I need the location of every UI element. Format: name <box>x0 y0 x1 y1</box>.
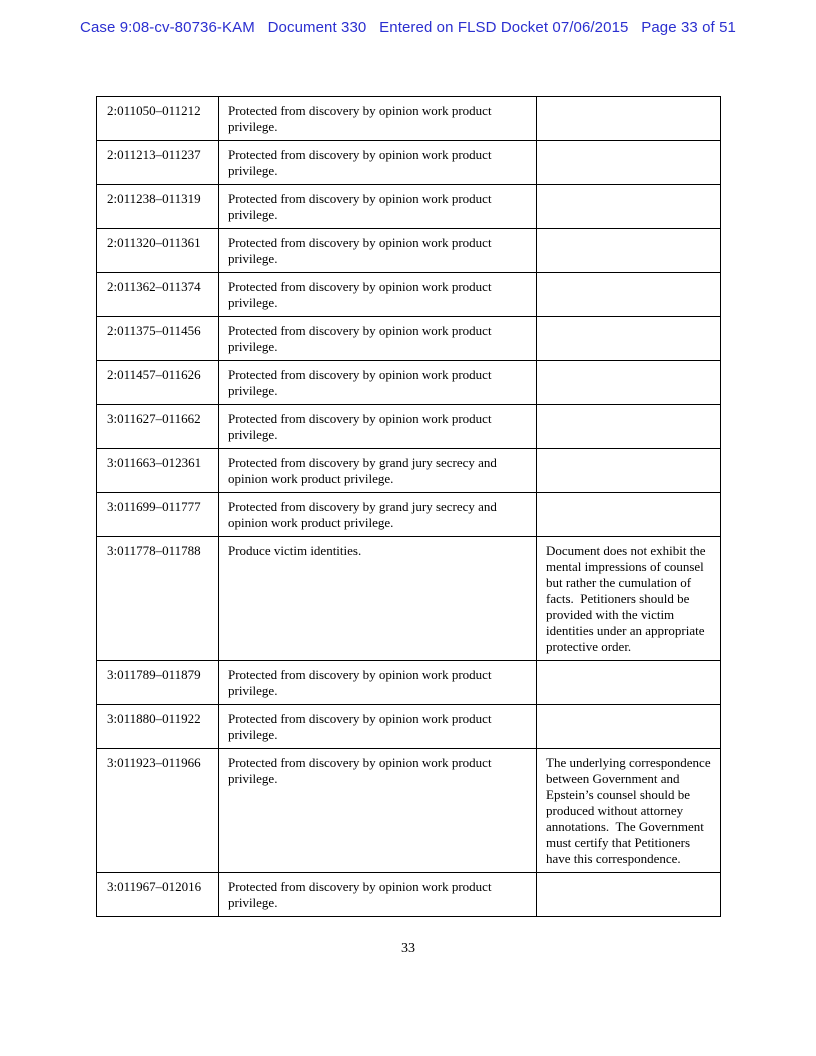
comment-cell <box>537 405 721 449</box>
bates-range-cell: 3:011967–012016 <box>97 873 219 917</box>
bates-range-cell: 3:011627–011662 <box>97 405 219 449</box>
comment-cell <box>537 229 721 273</box>
comment-cell <box>537 317 721 361</box>
bates-range-cell: 3:011923–011966 <box>97 749 219 873</box>
table-row <box>97 873 721 917</box>
bates-range-cell: 2:011050–011212 <box>97 97 219 141</box>
comment-cell <box>537 361 721 405</box>
table-row <box>97 449 721 493</box>
privilege-log-table <box>96 96 721 917</box>
bates-range-cell: 3:011789–011879 <box>97 661 219 705</box>
table-row <box>97 273 721 317</box>
privilege-cell: Protected from discovery by opinion work product privilege. <box>219 273 537 317</box>
comment-cell <box>537 273 721 317</box>
table-row <box>97 405 721 449</box>
comment-cell: Document does not exhibit the mental impressions of counsel but rather the cumulation of facts. Petitioners should be provided with the victim identities under an appropriate protective order. <box>537 537 721 661</box>
comment-cell <box>537 705 721 749</box>
privilege-cell: Protected from discovery by grand jury secrecy and opinion work product privilege. <box>219 493 537 537</box>
table-row <box>97 141 721 185</box>
comment-cell <box>537 449 721 493</box>
privilege-cell: Protected from discovery by opinion work product privilege. <box>219 873 537 917</box>
table-row <box>97 229 721 273</box>
table-row <box>97 749 721 873</box>
comment-cell <box>537 141 721 185</box>
comment-cell <box>537 493 721 537</box>
comment-cell <box>537 185 721 229</box>
comment-cell <box>537 873 721 917</box>
privilege-cell: Protected from discovery by opinion work product privilege. <box>219 185 537 229</box>
privilege-cell: Protected from discovery by grand jury secrecy and opinion work product privilege. <box>219 449 537 493</box>
bates-range-cell: 3:011880–011922 <box>97 705 219 749</box>
privilege-cell: Protected from discovery by opinion work product privilege. <box>219 97 537 141</box>
bates-range-cell: 2:011238–011319 <box>97 185 219 229</box>
bates-range-cell: 2:011320–011361 <box>97 229 219 273</box>
privilege-cell: Protected from discovery by opinion work product privilege. <box>219 317 537 361</box>
privilege-cell: Protected from discovery by opinion work product privilege. <box>219 749 537 873</box>
privilege-cell: Produce victim identities. <box>219 537 537 661</box>
table-row <box>97 537 721 661</box>
bates-range-cell: 2:011375–011456 <box>97 317 219 361</box>
privilege-cell: Protected from discovery by opinion work product privilege. <box>219 141 537 185</box>
table-row <box>97 97 721 141</box>
privilege-cell: Protected from discovery by opinion work product privilege. <box>219 661 537 705</box>
table-row <box>97 493 721 537</box>
page-number: 33 <box>401 941 415 956</box>
table-row <box>97 661 721 705</box>
privilege-cell: Protected from discovery by opinion work product privilege. <box>219 361 537 405</box>
table-row <box>97 185 721 229</box>
bates-range-cell: 2:011213–011237 <box>97 141 219 185</box>
comment-cell <box>537 661 721 705</box>
bates-range-cell: 2:011457–011626 <box>97 361 219 405</box>
comment-cell <box>537 97 721 141</box>
table-row <box>97 317 721 361</box>
bates-range-cell: 3:011778–011788 <box>97 537 219 661</box>
bates-range-cell: 2:011362–011374 <box>97 273 219 317</box>
bates-range-cell: 3:011699–011777 <box>97 493 219 537</box>
table-row <box>97 361 721 405</box>
table-row <box>97 705 721 749</box>
privilege-cell: Protected from discovery by opinion work product privilege. <box>219 405 537 449</box>
bates-range-cell: 3:011663–012361 <box>97 449 219 493</box>
case-stamp: Case 9:08-cv-80736-KAM Document 330 Entered on FLSD Docket 07/06/2015 Page 33 of 51 <box>80 19 736 36</box>
privilege-cell: Protected from discovery by opinion work product privilege. <box>219 705 537 749</box>
privilege-cell: Protected from discovery by opinion work product privilege. <box>219 229 537 273</box>
comment-cell: The underlying correspondence between Government and Epstein’s counsel should be produced without attorney annotations. The Government must certify that Petitioners have this correspondence. <box>537 749 721 873</box>
